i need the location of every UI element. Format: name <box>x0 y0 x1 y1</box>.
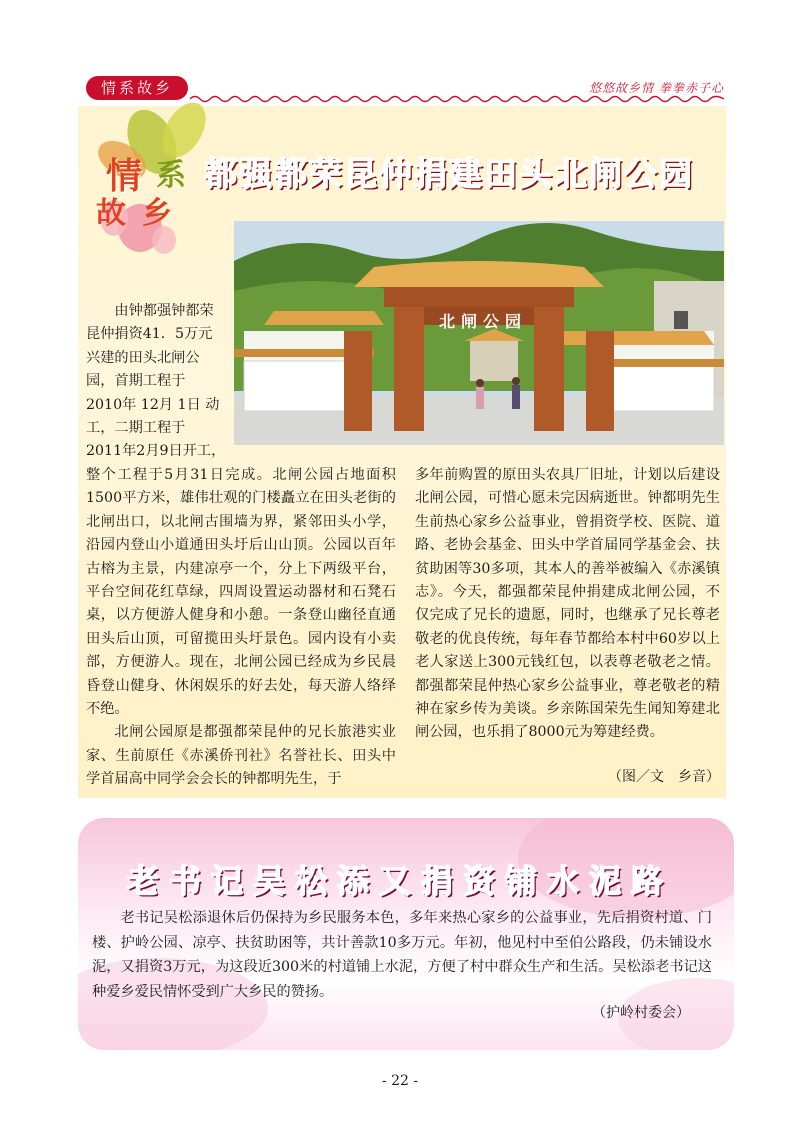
intro-line: 兴建的田头北闸公 <box>86 349 200 366</box>
label-char-3: 故 <box>96 196 126 231</box>
intro-line: 昆仲捐资41．5万元 <box>86 326 213 343</box>
article1-intro-column <box>86 300 228 464</box>
page-number: - 22 - <box>381 1073 419 1089</box>
article2-title: 老书记吴松添又捐资铺水泥路 <box>126 862 673 900</box>
intro-line: 园，首期工程于 <box>86 373 186 390</box>
label-char-2: 系 <box>156 158 186 193</box>
park-gate-illustration <box>234 221 724 445</box>
article1-paragraph: 整个工程于5月31日完成。北闸公园占地面积1500平方米，雄伟壮观的门楼矗立在田头老街的北闸出口，以北闸古围墙为界，紧邻田头小学，沿园内登山小道通田头圩后山山顶。公园以百年古榕为主景，内建凉亭一个，分上下两级平台，平台空间花红草绿，四周设置运动器材和石凳石桌，以方便游人健身和小憩。一条登山幽径直通田头后山顶，可留揽田头圩景色。园内设有小卖部，方便游人。现在，北闸公园已经成为乡民晨昏登山健身、休闲娱乐的好去处，每天游人络绎不绝。 <box>86 467 396 718</box>
intro-line: 工，二期工程于 <box>86 420 186 437</box>
label-char-1: 情 <box>106 156 143 197</box>
section-tag: 情系故乡 <box>86 76 188 100</box>
article1-title: 都强都荣昆仲捐建田头北闸公园 <box>204 154 694 193</box>
park-gate-photo <box>234 221 724 445</box>
intro-line: 由钟都强钟都荣 <box>114 303 214 319</box>
intro-line: 2010年 12月 1日 动 <box>86 396 220 413</box>
article1-right-column <box>415 464 720 745</box>
gate-sign-text: 北闸公园 <box>439 312 528 331</box>
article2-credit: （护岭村委会） <box>592 1005 690 1021</box>
article2-body: 老书记吴松添退休后仍保持为乡民服务本色，多年来热心家乡的公益事业，先后捐资村道、门楼、护岭公园、凉亭、扶贫助困等，共计善款10多万元。年初，他见村中至伯公路段，仍未铺设水泥，又捐资3万元，为这段近300米的村道铺上水泥，方便了村中群众生产和生活。吴松添老书记这种爱乡爱民情怀受到广大乡民的赞扬。 <box>92 910 712 1000</box>
article1-paragraph: 北闸公园原是都强都荣昆仲的兄长旅港实业家、生前原任《赤溪侨刊社》名誉社长、田头中学首届高中同学会会长的钟都明先生，于 <box>86 724 396 788</box>
label-char-4: 乡 <box>142 196 172 231</box>
header-slogan: 悠悠故乡情 拳拳赤子心 <box>589 81 724 95</box>
article1-left-column <box>86 464 396 792</box>
article1-paragraph: 多年前购置的原田头农具厂旧址，计划以后建设北闸公园，可惜心愿未完因病逝世。钟都明先生生前热心家乡公益事业，曾捐资学校、医院、道路、老协会基金、田头中学首届同学基金会、扶贫助困等30多项，其本人的善举被编入《赤溪镇志》。今天，都强都荣昆仲捐建成北闸公园，不仅完成了兄长的遗愿，同时，也继承了兄长尊老敬老的优良传统，每年春节都给本村中60岁以上老人家送上300元钱红包，以表尊老敬老之情。都强都荣昆仲热心家乡公益事业，尊老敬老的精神在家乡传为美谈。乡亲陈国荣先生闻知筹建北闸公园，也乐捐了8000元为筹建经费。 <box>415 467 720 741</box>
article1-credit: （图／文 乡音） <box>608 769 720 785</box>
intro-line: 2011年2月9日开工， <box>86 443 226 460</box>
section-label-art <box>92 100 212 260</box>
